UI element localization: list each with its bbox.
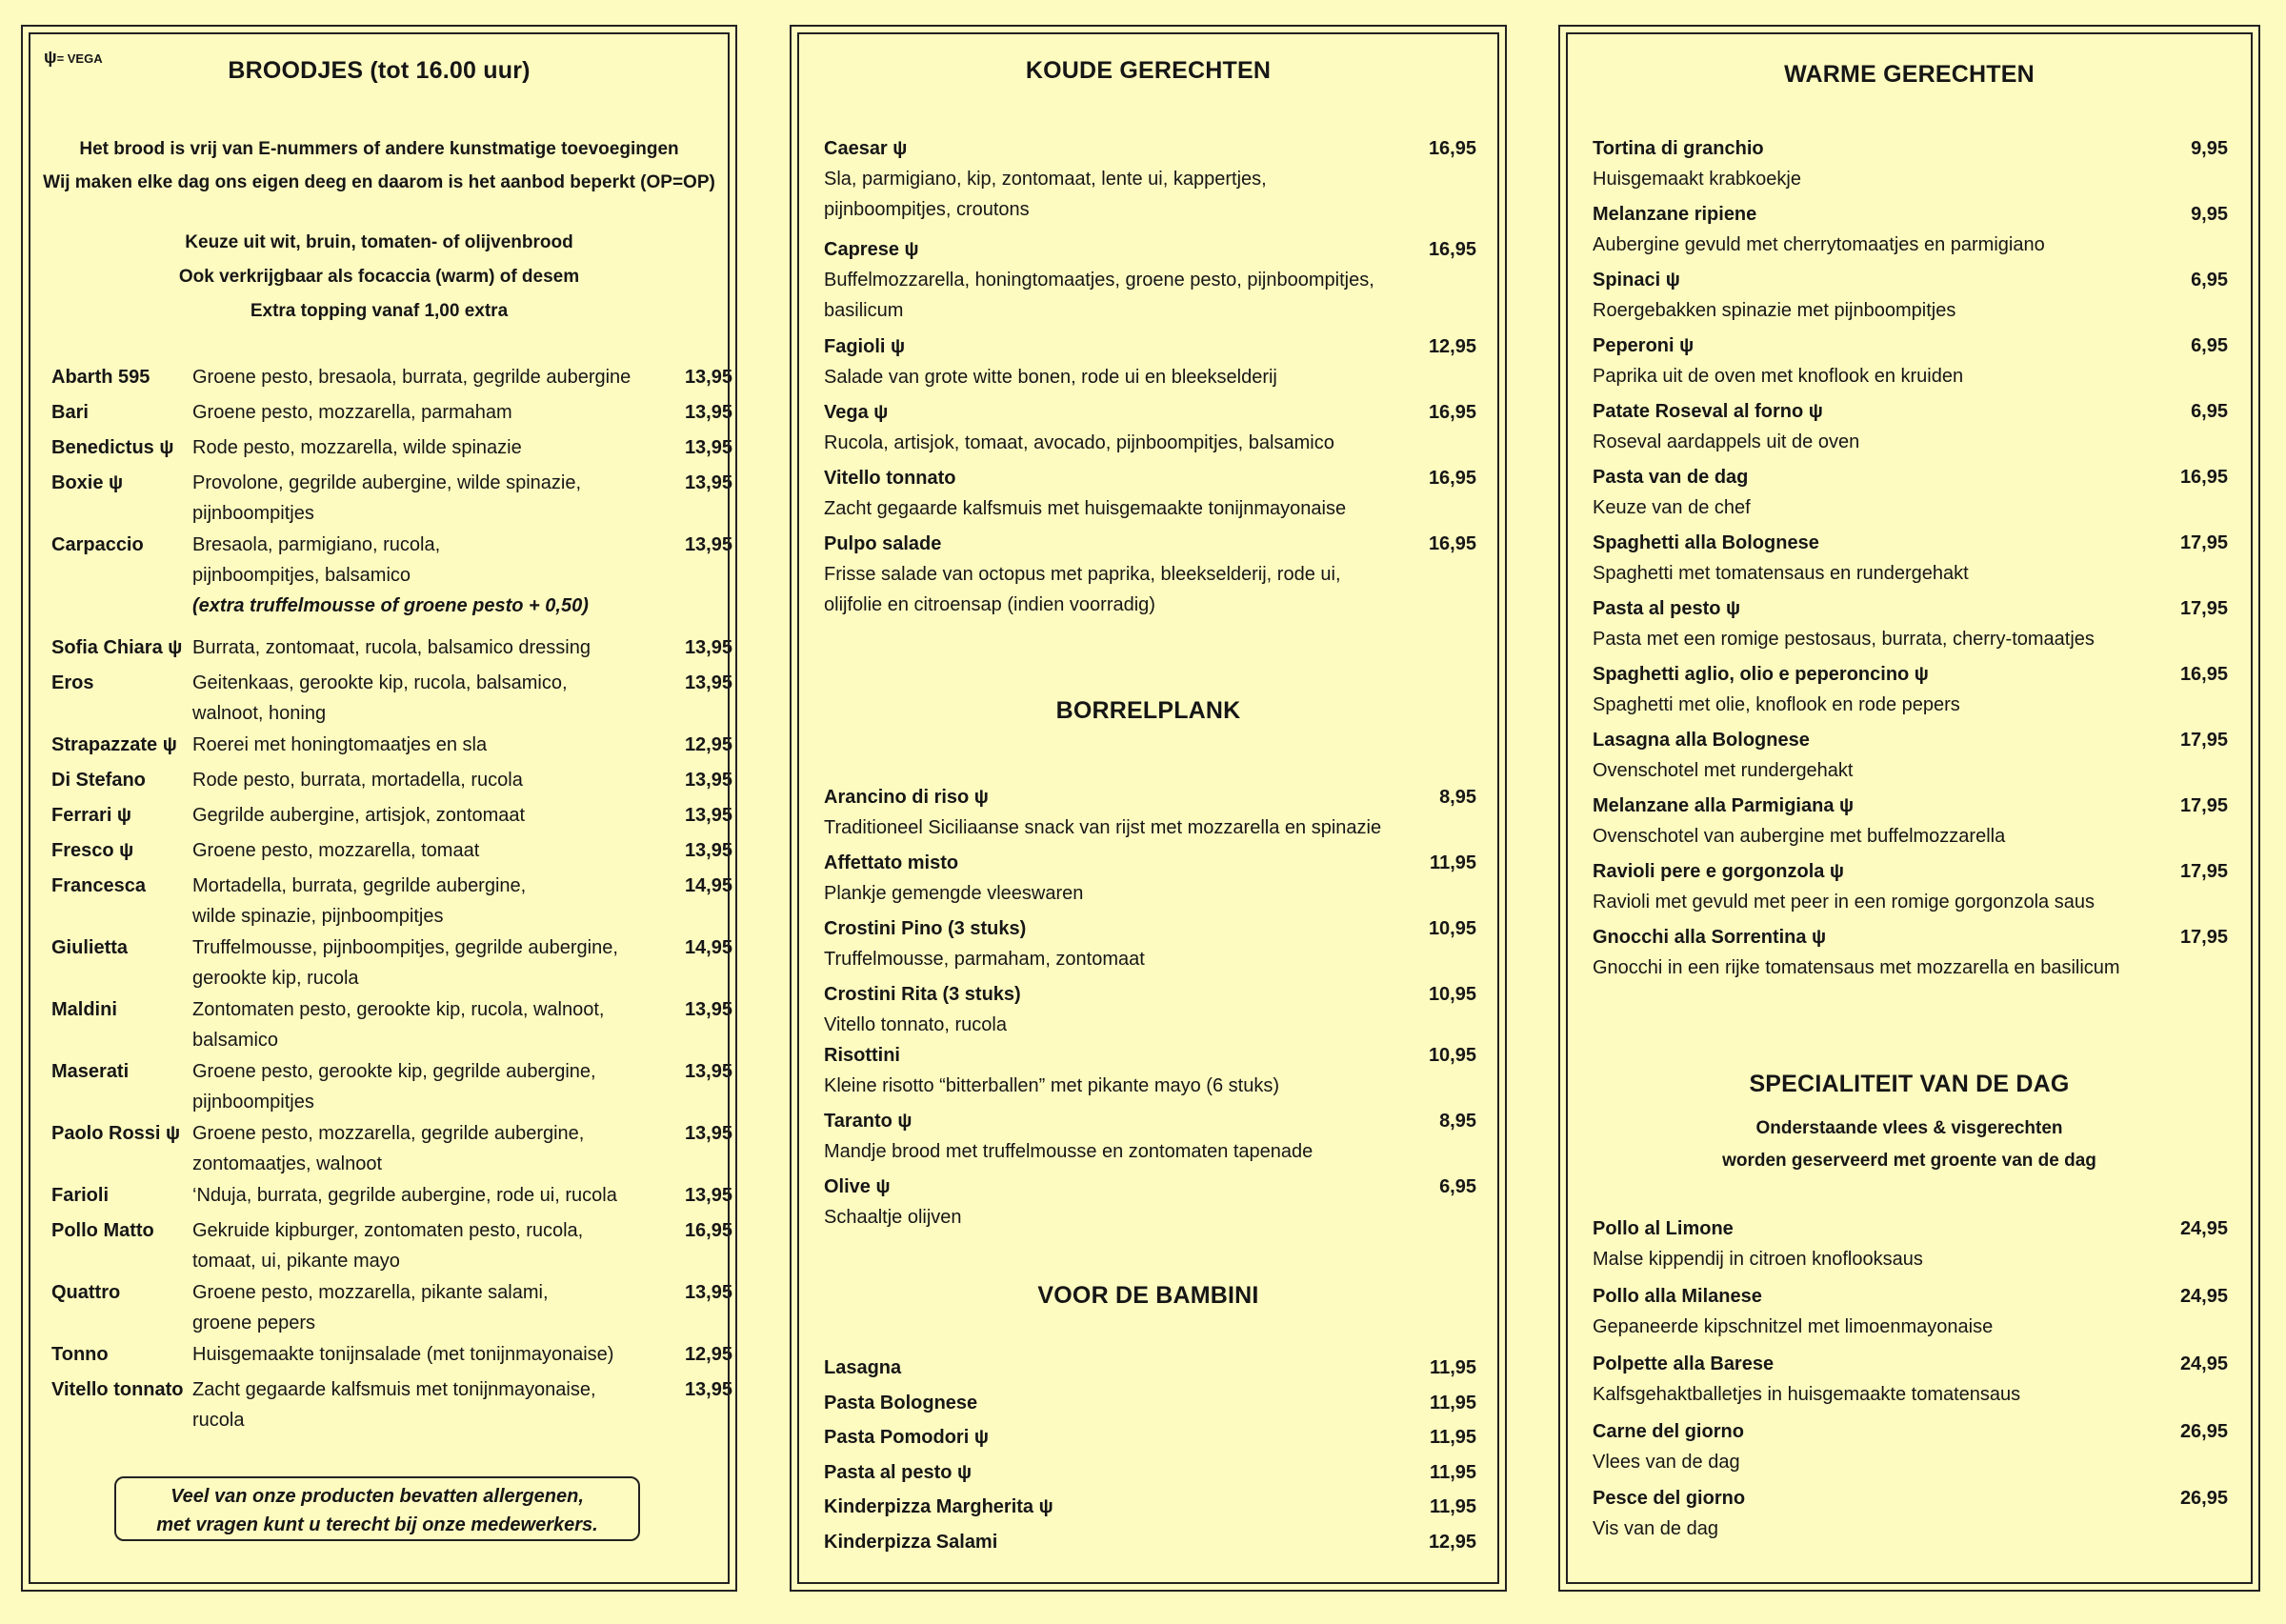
item-description-line: Roerei met honingtomaatjes en sla [192, 734, 488, 755]
item-description-line: Truffelmousse, pijnboompitjes, gegrilde aubergine, [192, 937, 618, 958]
item-name: Eros [51, 672, 94, 693]
item-description [192, 932, 618, 993]
item-price: 12,95 [684, 1344, 732, 1365]
item-description-line: pijnboompitjes [192, 1092, 314, 1113]
broodjes-choice-3: Extra topping vanaf 1,00 extra [250, 301, 509, 321]
item-name: Pollo alla Milanese [1593, 1286, 1762, 1307]
item-price: 13,95 [684, 1282, 732, 1303]
item-description [824, 944, 1145, 974]
item-price: 13,95 [684, 637, 732, 658]
item-description-line: Ovenschotel met rundergehakt [1593, 760, 1854, 781]
item-name: Crostini Rita (3 stuks) [824, 984, 1021, 1005]
item-description [192, 1374, 596, 1435]
item-price: 17,95 [2179, 532, 2228, 553]
item-name: Spinaci ψ [1593, 270, 1680, 291]
item-name: Ravioli pere e gorgonzola ψ [1593, 861, 1845, 882]
item-description-line: basilicum [824, 300, 904, 321]
item-description [824, 1202, 962, 1233]
item-name: Pollo al Limone [1593, 1218, 1734, 1239]
item-description-line: pijnboompitjes, croutons [824, 199, 1030, 220]
item-description [1593, 361, 1963, 391]
item-description [1593, 690, 1960, 720]
item-price: 13,95 [684, 672, 732, 693]
item-name: Fresco ψ [51, 840, 134, 861]
item-description-line: Groene pesto, gerookte kip, gegrilde aubergine, [192, 1061, 596, 1082]
item-description-line: Zacht gegaarde kalfsmuis met huisgemaakte tonijnmayonaise [824, 498, 1347, 519]
item-description [192, 397, 512, 428]
item-name: Gnocchi alla Sorrentina ψ [1593, 927, 1827, 948]
item-price: 13,95 [684, 1185, 732, 1206]
item-description-line: groene pepers [192, 1313, 315, 1333]
item-description-line: Aubergine gevuld met cherrytomaatjes en parmigiano [1593, 234, 2045, 255]
item-description-line: Gepaneerde kipschnitzel met limoenmayonaise [1593, 1316, 1994, 1337]
item-price: 13,95 [684, 472, 732, 493]
allergen-notice [114, 1476, 640, 1541]
panel-koude-borrel-bambini [790, 25, 1507, 1592]
item-price: 24,95 [2179, 1286, 2228, 1307]
item-description-line: Kalfsgehaktballetjes in huisgemaakte tomatensaus [1593, 1384, 2021, 1405]
panel-warme-special [1558, 25, 2260, 1592]
item-description-line: Frisse salade van octopus met paprika, bleekselderij, rode ui, [824, 564, 1341, 585]
item-description-line: Spaghetti met olie, knoflook en rode pepers [1593, 694, 1960, 715]
item-name: Tortina di granchio [1593, 138, 1764, 159]
item-description [1593, 164, 1801, 194]
item-description-line: Huisgemaakte tonijnsalade (met tonijnmayonaise) [192, 1344, 614, 1365]
item-description-line: Gnocchi in een rijke tomatensaus met mozzarella en basilicum [1593, 957, 2120, 978]
item-price: 16,95 [1428, 138, 1476, 159]
item-description [192, 835, 479, 866]
broodjes-choice-2: Ook verkrijgbaar als focaccia (warm) of desem [178, 267, 580, 287]
item-description-line: Groene pesto, mozzarella, parmaham [192, 402, 512, 423]
item-name: Pasta Pomodori ψ [824, 1427, 989, 1448]
item-description-line: zontomaatjes, walnoot [192, 1153, 383, 1174]
item-description [192, 1277, 549, 1338]
item-description [1593, 1244, 1923, 1274]
item-name: Risottini [824, 1045, 900, 1066]
item-description-line: Gegrilde aubergine, artisjok, zontomaat [192, 805, 526, 826]
item-description [192, 1118, 584, 1179]
item-name: Sofia Chiara ψ [51, 637, 183, 658]
item-price: 24,95 [2179, 1218, 2228, 1239]
item-description-line: Groene pesto, bresaola, burrata, gegrilde aubergine [192, 367, 632, 388]
item-description-line: Huisgemaakt krabkoekje [1593, 169, 1801, 190]
item-name: Abarth 595 [51, 367, 150, 388]
item-description-line: pijnboompitjes [192, 503, 314, 524]
item-description [824, 1136, 1313, 1167]
item-description-line: wilde spinazie, pijnboompitjes [192, 906, 444, 927]
item-description [824, 265, 1374, 326]
item-price: 11,95 [1430, 1393, 1476, 1413]
item-name: Benedictus ψ [51, 437, 174, 458]
item-description-line: Rode pesto, burrata, mortadella, rucola [192, 770, 523, 791]
special-sub-1: Onderstaande vlees & visgerechten [1755, 1118, 2063, 1138]
item-description-line: Schaaltje olijven [824, 1207, 962, 1228]
item-price: 13,95 [684, 402, 732, 423]
item-description [1593, 624, 2095, 654]
item-price: 13,95 [684, 437, 732, 458]
item-description-line: Mandje brood met truffelmousse en zontomaten tapenade [824, 1141, 1313, 1162]
item-description-line: Gekruide kipburger, zontomaten pesto, rucola, [192, 1220, 584, 1241]
item-price: 13,95 [684, 805, 732, 826]
item-description-line: Ravioli met gevuld met peer in een romige gorgonzola saus [1593, 892, 2095, 912]
item-price: 13,95 [684, 999, 732, 1020]
item-price: 12,95 [684, 734, 732, 755]
item-description-line: walnoot, honing [192, 703, 327, 724]
item-description [1593, 295, 1955, 326]
item-price: 12,95 [1428, 1532, 1476, 1553]
item-price: 13,95 [684, 1379, 732, 1400]
item-price: 6,95 [2191, 270, 2228, 291]
item-description-line: pijnboompitjes, balsamico [192, 565, 411, 586]
item-description-line: Provolone, gegrilde aubergine, wilde spinazie, [192, 472, 582, 493]
item-price: 13,95 [684, 1123, 732, 1144]
item-description-line: olijfolie en citroensap (indien voorradig) [824, 594, 1155, 615]
item-description [824, 428, 1334, 458]
item-name: Pasta al pesto ψ [1593, 598, 1741, 619]
item-description [192, 765, 523, 795]
item-description-line: Salade van grote witte bonen, rode ui en bleekselderij [824, 367, 1277, 388]
item-name: Pulpo salade [824, 533, 942, 554]
broodjes-choice-1: Keuze uit wit, bruin, tomaten- of olijvenbrood [185, 232, 573, 252]
item-price: 13,95 [684, 1061, 732, 1082]
item-description [192, 1056, 596, 1117]
item-price: 17,95 [2179, 861, 2228, 882]
item-description [1593, 821, 2005, 852]
item-name: Vitello tonnato [51, 1379, 184, 1400]
item-description [192, 362, 631, 392]
item-description-line: Pasta met een romige pestosaus, burrata, cherry-tomaatjes [1593, 629, 2095, 650]
item-description-line: Groene pesto, mozzarella, tomaat [192, 840, 480, 861]
item-description-line: Truffelmousse, parmaham, zontomaat [824, 949, 1145, 970]
item-name: Vega ψ [824, 402, 889, 423]
item-description [824, 362, 1277, 392]
item-description-line: Groene pesto, mozzarella, gegrilde aubergine, [192, 1123, 585, 1144]
item-name: Arancino di riso ψ [824, 787, 989, 808]
item-name: Lasagna [824, 1357, 902, 1378]
item-description [1593, 755, 1854, 786]
item-price: 13,95 [684, 534, 732, 555]
item-description [824, 812, 1381, 843]
item-name: Vitello tonnato [824, 468, 956, 489]
item-name: Tonno [51, 1344, 109, 1365]
item-description [824, 559, 1341, 620]
item-description-line: Sla, parmigiano, kip, zontomaat, lente ui, kappertjes, [824, 169, 1267, 190]
broodjes-intro-1: Het brood is vrij van E-nummers of andere kunstmatige toevoegingen [79, 139, 679, 159]
item-price: 11,95 [1430, 1357, 1476, 1378]
broodjes-title: BROODJES (tot 16.00 uur) [228, 57, 531, 84]
item-description-line: Geitenkaas, gerookte kip, rucola, balsamico, [192, 672, 568, 693]
item-description-line: ‘Nduja, burrata, gegrilde aubergine, rode ui, rucola [192, 1185, 617, 1206]
item-price: 16,95 [684, 1220, 732, 1241]
item-description [1593, 492, 1751, 523]
item-name: Spaghetti alla Bolognese [1593, 532, 1819, 553]
item-description-line: Keuze van de chef [1593, 497, 1751, 518]
item-extra-note: (extra truffelmousse of groene pesto + 0,50) [192, 595, 589, 616]
item-description [192, 871, 526, 932]
item-description [1593, 1447, 1740, 1477]
item-price: 17,95 [2179, 927, 2228, 948]
item-price: 6,95 [2191, 335, 2228, 356]
item-price: 17,95 [2179, 730, 2228, 751]
item-description-line: rucola [192, 1410, 245, 1431]
item-name: Melanzane ripiene [1593, 204, 1757, 225]
item-description-line: Groene pesto, mozzarella, pikante salami, [192, 1282, 549, 1303]
item-price: 16,95 [1428, 533, 1476, 554]
item-price: 14,95 [684, 937, 732, 958]
item-price: 10,95 [1428, 1045, 1476, 1066]
allergen-line-1: Veel van onze producten bevatten allergenen, [170, 1486, 584, 1507]
bambini-title: VOOR DE BAMBINI [1037, 1282, 1259, 1309]
item-price: 8,95 [1439, 787, 1476, 808]
item-description [192, 730, 487, 760]
item-name: Francesca [51, 875, 146, 896]
item-description-line: Zacht gegaarde kalfsmuis met tonijnmayonaise, [192, 1379, 596, 1400]
item-price: 26,95 [2179, 1488, 2228, 1509]
item-name: Strapazzate ψ [51, 734, 177, 755]
item-price: 16,95 [1428, 239, 1476, 260]
special-sub-2: worden geserveerd met groente van de dag [1722, 1151, 2096, 1171]
item-name: Taranto ψ [824, 1111, 912, 1132]
item-description [192, 668, 568, 729]
item-price: 9,95 [2191, 204, 2228, 225]
panel-broodjes [21, 25, 737, 1592]
item-price: 10,95 [1428, 984, 1476, 1005]
item-name: Olive ψ [824, 1176, 891, 1197]
item-price: 16,95 [1428, 402, 1476, 423]
item-price: 13,95 [684, 367, 732, 388]
item-description [192, 530, 589, 621]
item-description-line: Mortadella, burrata, gegrilde aubergine, [192, 875, 527, 896]
item-name: Crostini Pino (3 stuks) [824, 918, 1027, 939]
item-description [192, 1339, 613, 1370]
item-description [1593, 952, 2120, 983]
item-name: Polpette alla Barese [1593, 1353, 1775, 1374]
item-price: 17,95 [2179, 598, 2228, 619]
item-name: Peperoni ψ [1593, 335, 1694, 356]
item-name: Carne del giorno [1593, 1421, 1744, 1442]
item-description [1593, 1312, 1993, 1342]
item-description-line: Kleine risotto “bitterballen” met pikante mayo (6 stuks) [824, 1075, 1279, 1096]
borrel-title: BORRELPLANK [1055, 697, 1241, 724]
item-description-line: Zontomaten pesto, gerookte kip, rucola, walnoot, [192, 999, 605, 1020]
item-name: Fagioli ψ [824, 336, 906, 357]
item-description [824, 1010, 1007, 1040]
item-name: Caesar ψ [824, 138, 908, 159]
item-price: 17,95 [2179, 795, 2228, 816]
item-description [192, 632, 591, 663]
vega-legend: ψ= VEGA [44, 48, 103, 67]
item-price: 16,95 [2179, 664, 2228, 685]
item-name: Carpaccio [51, 534, 144, 555]
item-description [192, 800, 525, 831]
item-price: 10,95 [1428, 918, 1476, 939]
item-description-line: Rode pesto, mozzarella, wilde spinazie [192, 437, 522, 458]
item-price: 24,95 [2179, 1353, 2228, 1374]
vega-icon: ψ [44, 48, 57, 67]
item-price: 13,95 [684, 840, 732, 861]
item-price: 16,95 [1428, 468, 1476, 489]
item-description-line: Plankje gemengde vleeswaren [824, 883, 1084, 904]
item-price: 6,95 [1439, 1176, 1476, 1197]
item-price: 6,95 [2191, 401, 2228, 422]
item-description [824, 1071, 1279, 1101]
warme-title: WARME GERECHTEN [1784, 61, 2035, 88]
item-price: 12,95 [1428, 336, 1476, 357]
item-description [192, 1180, 617, 1211]
item-name: Caprese ψ [824, 239, 919, 260]
item-description-line: Buffelmozzarella, honingtomaatjes, groene pesto, pijnboompitjes, [824, 270, 1374, 291]
item-description-line: Malse kippendij in citroen knoflooksaus [1593, 1249, 1923, 1270]
item-name: Quattro [51, 1282, 121, 1303]
item-description [192, 468, 581, 529]
item-description-line: Paprika uit de oven met knoflook en kruiden [1593, 366, 1964, 387]
item-name: Paolo Rossi ψ [51, 1123, 181, 1144]
item-name: Boxie ψ [51, 472, 124, 493]
item-price: 11,95 [1430, 852, 1476, 873]
item-name: Melanzane alla Parmigiana ψ [1593, 795, 1855, 816]
item-description [192, 994, 604, 1055]
item-name: Pasta al pesto ψ [824, 1462, 973, 1483]
allergen-line-2: met vragen kunt u terecht bij onze medewerkers. [156, 1514, 598, 1535]
item-price: 26,95 [2179, 1421, 2228, 1442]
item-name: Pesce del giorno [1593, 1488, 1746, 1509]
item-description [1593, 558, 1969, 589]
item-name: Pollo Matto [51, 1220, 154, 1241]
item-price: 16,95 [2179, 467, 2228, 488]
item-description [1593, 427, 1859, 457]
item-description-line: Spaghetti met tomatensaus en rundergehakt [1593, 563, 1969, 584]
item-description-line: Burrata, zontomaat, rucola, balsamico dressing [192, 637, 591, 658]
item-name: Spaghetti aglio, olio e peperoncino ψ [1593, 664, 1929, 685]
item-name: Kinderpizza Salami [824, 1532, 998, 1553]
item-description-line: Vitello tonnato, rucola [824, 1014, 1007, 1035]
item-name: Ferrari ψ [51, 805, 131, 826]
item-description [1593, 1379, 2020, 1410]
item-price: 11,95 [1430, 1496, 1476, 1517]
item-description-line: balsamico [192, 1030, 279, 1051]
item-name: Lasagna alla Bolognese [1593, 730, 1810, 751]
item-description [1593, 230, 2045, 260]
item-description [824, 493, 1346, 524]
item-description [192, 432, 522, 463]
item-name: Maserati [51, 1061, 130, 1082]
item-name: Farioli [51, 1185, 110, 1206]
item-price: 8,95 [1439, 1111, 1476, 1132]
item-description-line: Bresaola, parmigiano, rucola, [192, 534, 441, 555]
item-description [192, 1215, 583, 1276]
koude-title: KOUDE GERECHTEN [1025, 57, 1272, 84]
item-name: Pasta van de dag [1593, 467, 1749, 488]
item-name: Kinderpizza Margherita ψ [824, 1496, 1053, 1517]
item-name: Patate Roseval al forno ψ [1593, 401, 1823, 422]
item-name: Giulietta [51, 937, 129, 958]
item-description-line: Traditioneel Siciliaanse snack van rijst met mozzarella en spinazie [824, 817, 1382, 838]
item-name: Pasta Bolognese [824, 1393, 978, 1413]
item-description-line: Vlees van de dag [1593, 1452, 1740, 1473]
item-price: 14,95 [684, 875, 732, 896]
item-description-line: Roseval aardappels uit de oven [1593, 431, 1860, 452]
broodjes-intro-2: Wij maken elke dag ons eigen deeg en daarom is het aanbod beperkt (OP=OP) [43, 172, 715, 192]
item-description [1593, 887, 2095, 917]
item-description-line: Vis van de dag [1593, 1518, 1718, 1539]
item-price: 13,95 [684, 770, 732, 791]
item-name: Bari [51, 402, 89, 423]
item-description-line: gerookte kip, rucola [192, 968, 359, 989]
item-description-line: Rucola, artisjok, tomaat, avocado, pijnboompitjes, balsamico [824, 432, 1334, 453]
item-price: 9,95 [2191, 138, 2228, 159]
item-price: 11,95 [1430, 1427, 1476, 1448]
item-description [824, 164, 1267, 225]
item-price: 11,95 [1430, 1462, 1476, 1483]
item-description-line: Roergebakken spinazie met pijnboompitjes [1593, 300, 1956, 321]
item-description-line: tomaat, ui, pikante mayo [192, 1251, 400, 1272]
item-description [1593, 1514, 1718, 1544]
item-name: Maldini [51, 999, 117, 1020]
item-description [824, 878, 1083, 909]
item-description-line: Ovenschotel van aubergine met buffelmozzarella [1593, 826, 2006, 847]
special-title: SPECIALITEIT VAN DE DAG [1749, 1071, 2070, 1097]
item-name: Di Stefano [51, 770, 146, 791]
item-name: Affettato misto [824, 852, 959, 873]
